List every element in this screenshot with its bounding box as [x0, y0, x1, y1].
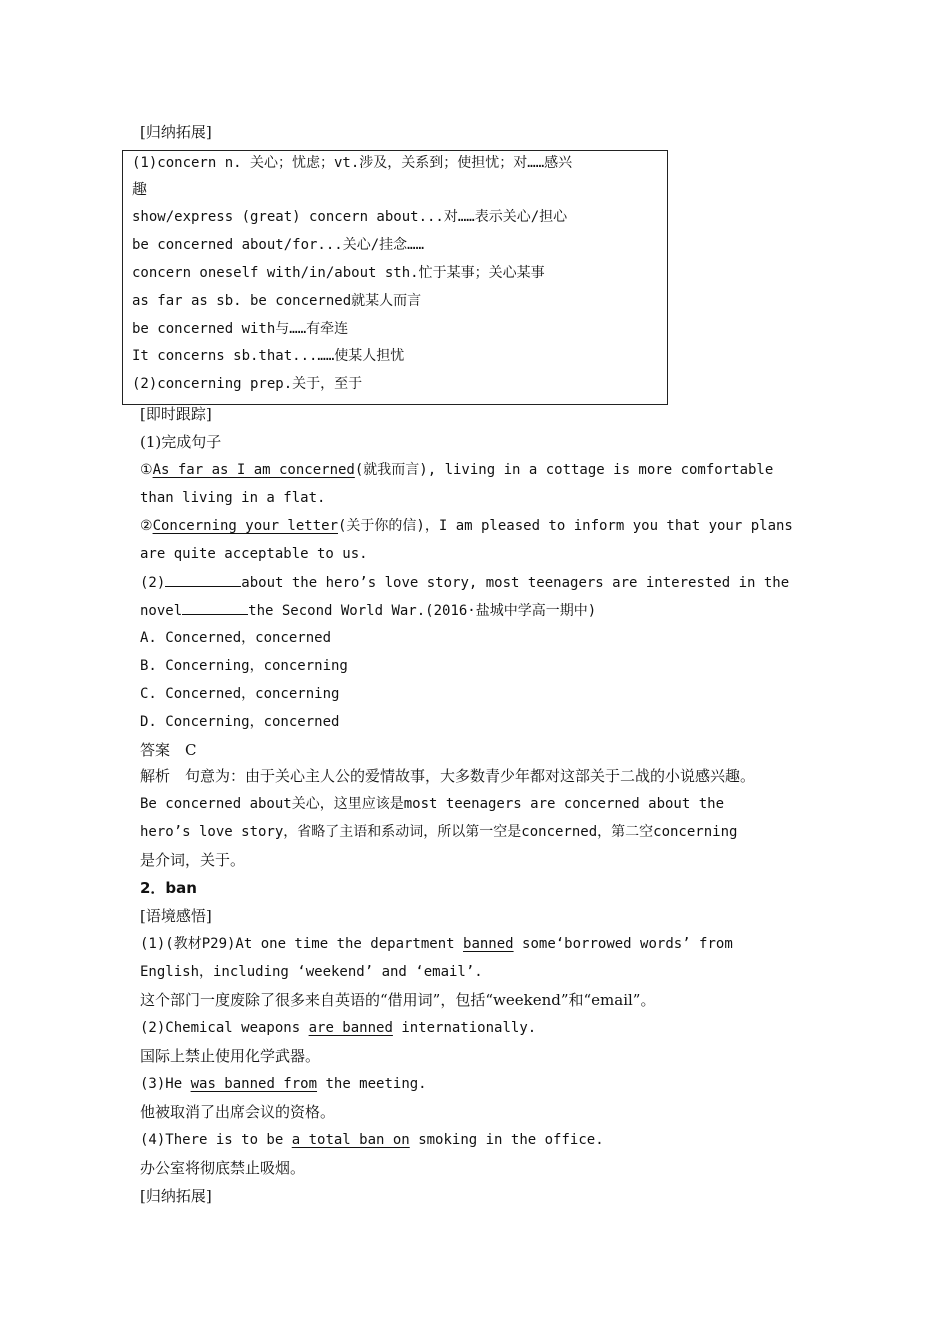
sentence-3	[140, 1074, 427, 1094]
box-line-2: 趣	[132, 180, 148, 198]
question-2	[140, 572, 789, 593]
option-c: C. Concerned，concerning	[140, 686, 340, 702]
sentence-4	[140, 1130, 604, 1150]
analysis-line-3: hero’s love story，省略了主语和系动词，所以第一空是concerned，第二空concerning	[140, 824, 738, 840]
blank-1	[165, 572, 241, 587]
question-1-title: (1)完成句子	[140, 433, 222, 451]
question-1a-rest: (就我而言), living in a cottage is more comfortable	[354, 462, 774, 478]
sentence-3-post: the meeting.	[325, 1076, 427, 1092]
box-line-7: be concerned with与……有牵连	[132, 321, 349, 337]
box-line-5: concern oneself with/in/about sth.忙于某事；关心某事	[132, 265, 545, 281]
question-1b-line2: are quite acceptable to us.	[140, 546, 368, 562]
sentence-1-keyword: banned	[463, 936, 514, 952]
sentence-3-translation: 他被取消了出席会议的资格。	[140, 1103, 336, 1121]
question-1b-answer: Concerning your letter	[152, 518, 338, 534]
question-2-novel: novel	[140, 603, 183, 619]
vocab-box	[122, 150, 668, 405]
sentence-4-translation: 办公室将彻底禁止吸烟。	[140, 1159, 306, 1177]
question-1a	[140, 460, 773, 480]
option-d: D. Concerning，concerned	[140, 714, 340, 730]
box-line-3: show/express (great) concern about...对……表示关心/担心	[132, 209, 568, 225]
section-header-context: [语境感悟]	[140, 907, 212, 925]
box-line-8: It concerns sb.that...……使某人担忧	[132, 348, 405, 364]
sentence-3-keyword: was banned from	[190, 1076, 318, 1092]
box-line-4: be concerned about/for...关心/挂念……	[132, 237, 425, 253]
question-2-line2	[140, 600, 596, 621]
question-2-text: about the hero’s love story, most teenagers are interested in the	[241, 575, 790, 591]
question-1a-line2: than living in a flat.	[140, 490, 326, 506]
sentence-2-translation: 国际上禁止使用化学武器。	[140, 1047, 321, 1065]
question-1a-answer: As far as I am concerned	[152, 462, 355, 478]
question-2-number: (2)	[140, 575, 166, 591]
section-header-tracking: [即时跟踪]	[140, 405, 212, 423]
section-header-summary: [归纳拓展]	[140, 123, 212, 141]
sentence-1-post: some‘borrowed words’ from	[522, 936, 733, 952]
box-line-1: (1)concern n. 关心；忧虑；vt.涉及，关系到；使担忧；对……感兴	[132, 155, 573, 171]
answer: 答案 C	[140, 741, 197, 759]
sentence-3-pre: (3)He	[140, 1076, 183, 1092]
sentence-1-pre: (1)(教材P29)At one time the department	[140, 936, 455, 952]
analysis-line-1: 解析 句意为：由于关心主人公的爱情故事，大多数青少年都对这部关于二战的小说感兴趣。	[140, 767, 756, 785]
option-a: A. Concerned，concerned	[140, 630, 332, 646]
sentence-4-keyword: a total ban on	[291, 1132, 410, 1148]
sentence-2-post: internationally.	[401, 1020, 537, 1036]
box-line-9: (2)concerning prep.关于，至于	[132, 376, 363, 392]
question-1b	[140, 516, 793, 536]
analysis-line-2: Be concerned about关心，这里应该是most teenagers are concerned about the	[140, 796, 725, 812]
sentence-1	[140, 934, 733, 954]
question-2-source: the Second World War.(2016·盐城中学高一期中)	[248, 603, 597, 619]
sentence-1-translation: 这个部门一度废除了很多来自英语的“借用词”，包括“weekend”和“email”。	[140, 991, 656, 1009]
section-header-summary-2: [归纳拓展]	[140, 1187, 212, 1205]
question-1a-number: ①	[140, 462, 153, 478]
question-1b-rest: (关于你的信)，I am pleased to inform you that your plans	[338, 518, 793, 534]
question-1b-number: ②	[140, 518, 153, 534]
option-b: B. Concerning，concerning	[140, 658, 348, 674]
analysis-line-4: 是介词，关于。	[140, 851, 246, 869]
sentence-2-keyword: are banned	[308, 1020, 393, 1036]
sentence-1-line2: English，including ‘weekend’ and ‘email’.	[140, 964, 483, 980]
blank-2	[182, 600, 248, 615]
sentence-4-pre: (4)There is to be	[140, 1132, 284, 1148]
sentence-2-pre: (2)Chemical weapons	[140, 1020, 301, 1036]
vocab-title-ban: 2．ban	[140, 879, 197, 897]
sentence-2	[140, 1018, 536, 1038]
sentence-4-post: smoking in the office.	[418, 1132, 604, 1148]
box-line-6: as far as sb. be concerned就某人而言	[132, 293, 422, 309]
